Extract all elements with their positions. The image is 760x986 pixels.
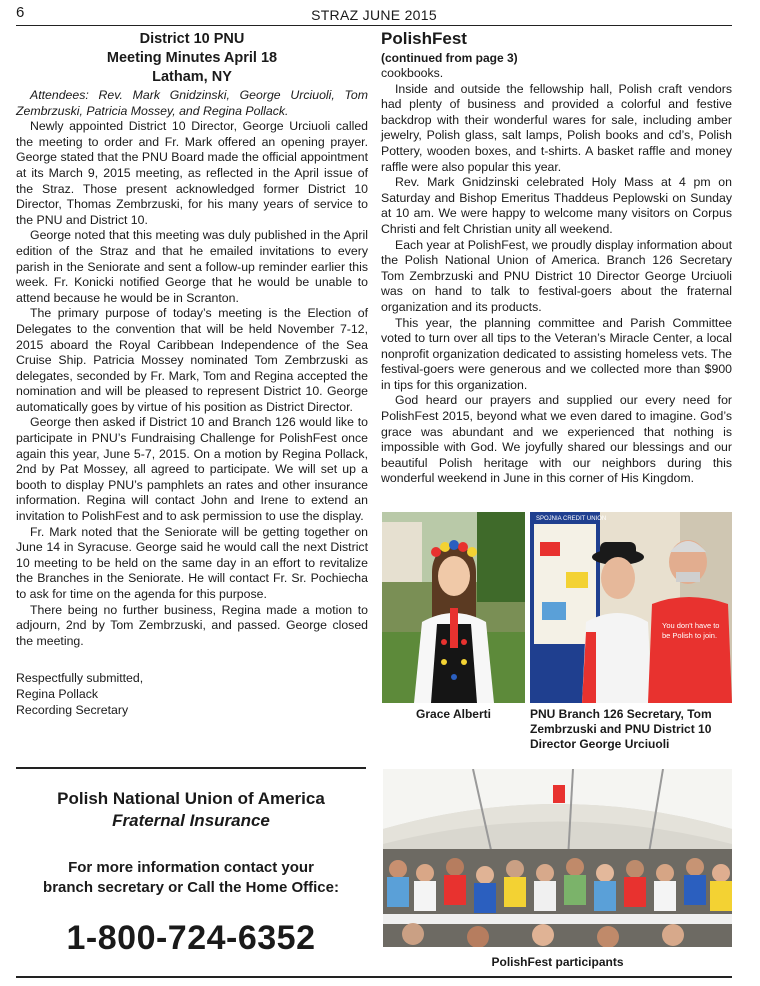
polishfest-title: PolishFest: [381, 29, 467, 48]
officers-caption-line: Director George Urciuoli: [530, 737, 670, 751]
section-divider: [16, 767, 366, 769]
pnu-insurance-ad: [16, 788, 366, 958]
minutes-paragraph: George then asked if District 10 and Branch 126 would like to participate in PNU’s Fundraising Challenge for PolishFest once again this year, June 5-7, 2015. On a motion by Regina Pollack, 2nd by Pat Mossey, all agreed to participate. We will set up a booth to display PNU’s pamphlets an rates and other insurance information. Regina will contact John and Irene to extend an invitation to PolishFest and to ask permission to use the display.: [16, 415, 368, 524]
signoff-line: Respectfully submitted,: [16, 671, 144, 686]
ad-org-name: Polish National Union of America: [57, 789, 325, 808]
page-number: 6: [16, 4, 25, 21]
polishfest-paragraph: This year, the planning committee and Parish Committee voted to turn over all tips to the Veteran’s Miracle Center, a local nonprofit organization dedicated to assisting homeless vets. The festival-goers were generous and we collected more than $900 in tips for this organization.: [381, 315, 732, 392]
continued-note: (continued from page 3): [381, 51, 518, 65]
signoff-line: Recording Secretary: [16, 702, 129, 717]
running-title: STRAZ JUNE 2015: [311, 7, 437, 23]
minutes-paragraph: George noted that this meeting was duly published in the April edition of the Straz and that he emailed invitations to every parish in the Seniorate and sent a follow-up reminder earlier this week. Fr. Konicki notified George that he would be unable to attend because he would be in Scranton.: [16, 228, 368, 305]
polishfest-paragraph: Inside and outside the fellowship hall, Polish craft vendors had plenty of business and provided a colorful and festive backdrop with their wonderful wares for sale, including amber jewelry, Polish glass, salt lamps, Polish books and cd’s, Polish Pottery, wooden boxes, and t-shirts. A basket raffle and money raffle were also popular this year.: [381, 81, 732, 174]
polishfest-paragraph: Each year at PolishFest, we proudly display information about the Polish National Union of America. Branch 126 Secretary Tom Zembrzuski and PNU District 10 Director George Urciuoli was on hand to talk to festival-goers about the fraternal organization and its products.: [381, 237, 732, 314]
minutes-paragraph: There being no further business, Regina made a motion to adjourn, 2nd by Tom Zembrzuski, and passed. George closed the meeting.: [16, 602, 368, 648]
signoff-line: Regina Pollack: [16, 686, 99, 701]
minutes-title-line: Meeting Minutes April 18: [106, 50, 278, 66]
officers-caption-line: PNU Branch 126 Secretary, Tom: [530, 707, 712, 721]
minutes-paragraph: The primary purpose of today’s meeting is the Election of Delegates to the convention that will be held November 7-12, 2015 aboard the Royal Caribbean Independence of the Sea Cruise Ship. Patricia Mossey nominated Tom Zembrzuski as delegates, seconded by Fr. Mark, Tom and Regina accepted the nomination and will be pleased to represent District 10. George automatically goes by virtue of his position as District Director.: [16, 306, 368, 414]
page-header: [16, 4, 732, 26]
ad-info-line: branch secretary or Call the Home Office:: [43, 879, 339, 896]
officers-caption: [530, 707, 732, 752]
grace-caption: Grace Alberti: [416, 707, 491, 721]
minutes-title-line: Latham, NY: [152, 69, 232, 85]
shirt-text-line: You don't have to: [662, 621, 720, 630]
crowd-caption: PolishFest participants: [491, 955, 624, 969]
polishfest-lead: cookbooks.: [381, 66, 444, 80]
ad-phone-number: 1-800-724-6352: [66, 919, 316, 957]
banner-text: SPOJNIA CREDIT UNION: [536, 516, 607, 522]
minutes-title-line: District 10 PNU: [139, 31, 245, 47]
signoff: [16, 671, 368, 718]
minutes-title: [16, 30, 368, 87]
bottom-rule: [16, 976, 732, 978]
minutes-article: [16, 30, 368, 718]
shirt-text-line: be Polish to join.: [662, 631, 718, 640]
polishfest-paragraph: God heard our prayers and supplied our every need for PolishFest 2015, beyond what we even dared to imagine. God’s grace was abundant and we experienced that nothing is impossible with God. We joyfully shared our blessings and our beautiful Polish heritage with our neighbors during this wonderful weekend in June in this corner of His Kingdom.: [381, 393, 732, 486]
polishfest-article: [381, 30, 732, 487]
minutes-paragraph: Fr. Mark noted that the Seniorate will be getting together on June 14 in Syracuse. George said he would call the next District 10 meeting to be held on the same day in an effort to revitalize the Branches in the Seniorate. He will contact Fr. Sr. Pochiecha to ask for time on the agenda for this purpose.: [16, 524, 368, 601]
attendees-line: Attendees: Rev. Mark Gnidzinski, George Urciuoli, Tom Zembrzuski, Patricia Mossey, and Regina Pollack.: [16, 88, 368, 118]
ad-info: [16, 858, 366, 898]
minutes-paragraph: Newly appointed District 10 Director, George Urciuoli called the meeting to order and Fr. Mark offered an opening prayer. George stated that the PNU Board made the official appointment at its March 9, 2015 meeting, as reflected in the April issue of the Straz. Those present acknowledged former District 10 Director, Thomas Zembrzuski, for his many years of service to the PNU and District 10.: [16, 119, 368, 227]
polishfest-paragraph: Rev. Mark Gnidzinski celebrated Holy Mass at 4 pm on Saturday and Bishop Emeritus Thaddeus Peplowski on Sunday at 10 am. We were happy to welcome many visitors on Corpus Christi and felt Christian unity all weekend.: [381, 175, 732, 236]
crowd-photo: [383, 769, 732, 947]
officers-photo: [530, 512, 732, 703]
ad-info-line: For more information contact your: [68, 859, 314, 876]
grace-photo: [382, 512, 525, 703]
ad-subtitle: Fraternal Insurance: [112, 811, 270, 830]
officers-caption-line: Zembrzuski and PNU District 10: [530, 722, 712, 736]
